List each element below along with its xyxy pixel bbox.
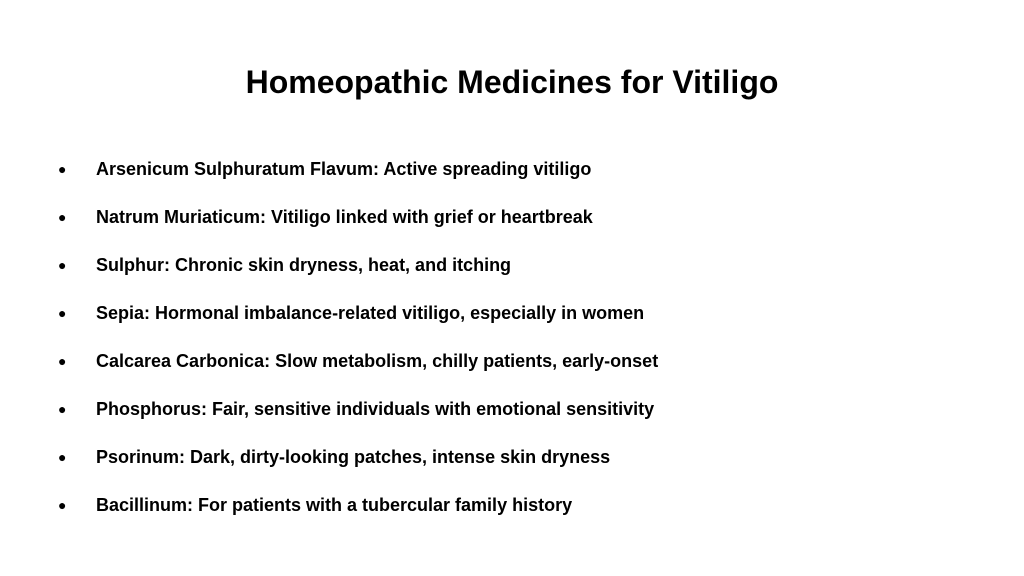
list-item-text: Natrum Muriaticum: Vitiligo linked with grief or heartbreak (96, 207, 593, 227)
list-item (0, 395, 1024, 443)
bullet-icon: ● (58, 401, 67, 417)
list-item (0, 155, 1024, 203)
list-item-text: Sulphur: Chronic skin dryness, heat, and itching (96, 255, 512, 275)
list-item-text: Psorinum: Dark, dirty-looking patches, intense skin dryness (96, 447, 611, 467)
bullet-icon: ● (58, 161, 67, 177)
list-item-text: Arsenicum Sulphuratum Flavum: Active spreading vitiligo (96, 159, 592, 179)
bullet-icon: ● (58, 209, 67, 225)
bullet-list (0, 155, 1024, 539)
list-item (0, 203, 1024, 251)
slide-title: Homeopathic Medicines for Vitiligo (245, 64, 779, 100)
bullet-icon: ● (58, 353, 67, 369)
list-item (0, 491, 1024, 539)
list-item (0, 347, 1024, 395)
list-item-text: Calcarea Carbonica: Slow metabolism, chilly patients, early-onset (96, 351, 659, 371)
list-item-text: Sepia: Hormonal imbalance-related vitiligo, especially in women (96, 303, 645, 323)
list-item (0, 251, 1024, 299)
list-item (0, 299, 1024, 347)
list-item-text: Bacillinum: For patients with a tubercular family history (96, 495, 573, 515)
bullet-icon: ● (58, 305, 67, 321)
list-item (0, 443, 1024, 491)
bullet-icon: ● (58, 497, 67, 513)
list-item-text: Phosphorus: Fair, sensitive individuals with emotional sensitivity (96, 399, 655, 419)
bullet-icon: ● (58, 449, 67, 465)
bullet-icon: ● (58, 257, 67, 273)
